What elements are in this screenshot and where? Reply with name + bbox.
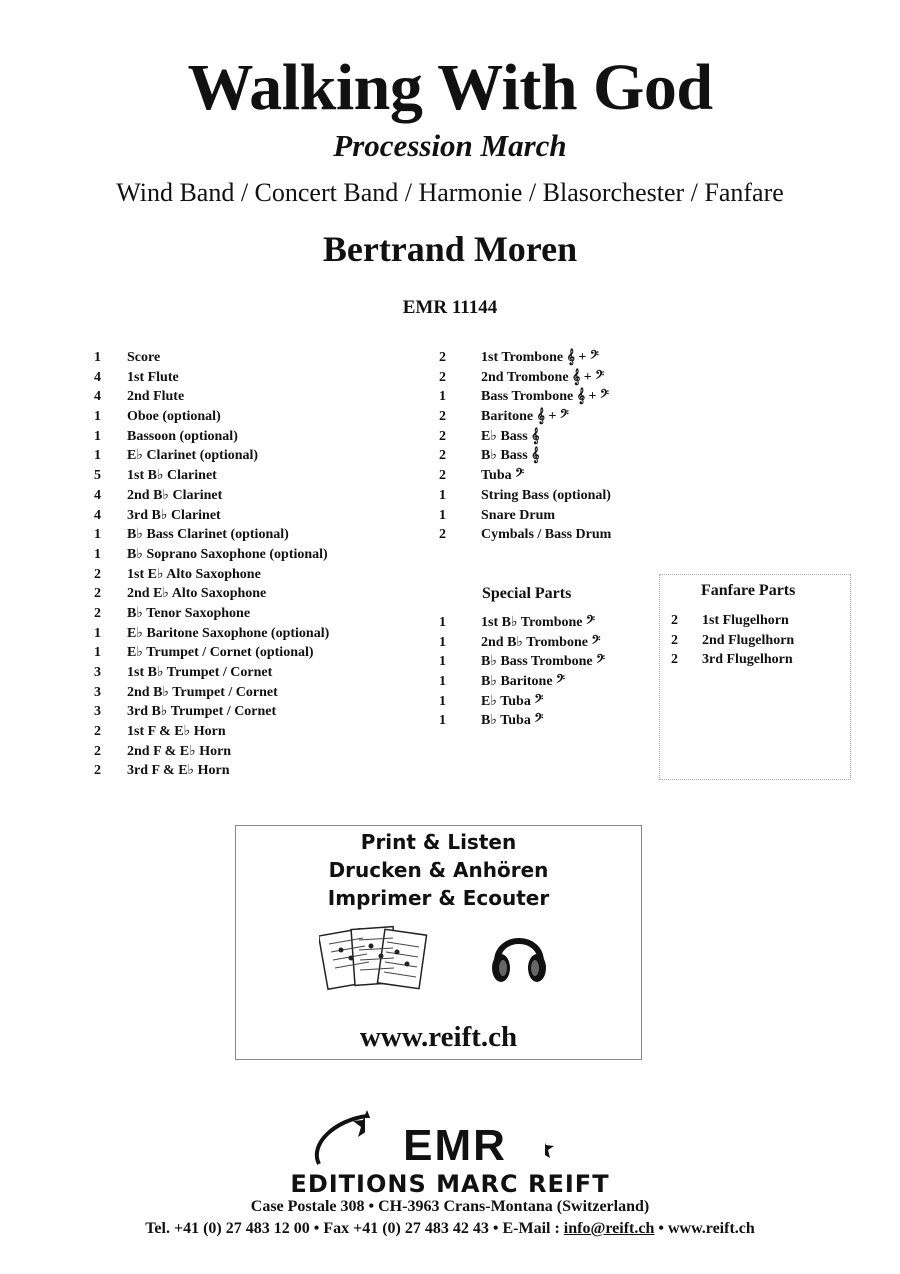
part-name: 1st B♭ Clarinet xyxy=(127,468,217,484)
part-name: Bassoon (optional) xyxy=(127,428,238,444)
part-name: Bass Trombone 𝄞 + 𝄢 xyxy=(481,389,609,405)
composer: Bertrand Moren xyxy=(322,229,578,269)
fanfare-parts-heading: Fanfare Parts xyxy=(701,582,796,599)
part-quantity: 1 xyxy=(439,674,446,690)
part-quantity: 2 xyxy=(94,763,101,779)
part-name: String Bass (optional) xyxy=(481,487,611,503)
part-name: B♭ Tenor Saxophone xyxy=(127,605,251,621)
print-listen-box xyxy=(235,825,642,1060)
part-name: 2nd Flugelhorn xyxy=(702,632,795,648)
instrumentation: Wind Band / Concert Band / Harmonie / Blasorchester / Fanfare xyxy=(116,178,784,207)
title: Walking With God xyxy=(187,51,713,124)
part-name: B♭ Bass Trombone 𝄢 xyxy=(481,654,606,670)
part-name: 1st B♭ Trumpet / Cornet xyxy=(127,665,273,680)
part-quantity: 1 xyxy=(439,693,446,709)
sheet-music-icon xyxy=(319,922,429,994)
part-quantity: 3 xyxy=(94,684,101,700)
part-name: 3rd B♭ Trumpet / Cornet xyxy=(127,704,277,720)
part-quantity: 2 xyxy=(94,586,101,602)
part-name: 2nd E♭ Alto Saxophone xyxy=(127,586,267,602)
part-name: 1st B♭ Trombone 𝄢 xyxy=(481,615,596,630)
part-quantity: 4 xyxy=(94,369,101,385)
part-quantity: 1 xyxy=(94,428,101,444)
part-quantity: 4 xyxy=(94,389,101,405)
part-name: 2nd B♭ Clarinet xyxy=(127,487,223,503)
part-quantity: 2 xyxy=(439,369,446,385)
part-name: 1st E♭ Alto Saxophone xyxy=(127,566,261,582)
contact-email-link[interactable]: info@reift.ch xyxy=(563,1220,655,1237)
part-name: E♭ Clarinet (optional) xyxy=(127,448,259,464)
part-name: 3rd F & E♭ Horn xyxy=(127,763,230,779)
part-quantity: 2 xyxy=(439,448,446,464)
part-quantity: 2 xyxy=(94,566,101,582)
part-name: 2nd B♭ Trumpet / Cornet xyxy=(127,684,278,700)
part-name: E♭ Bass 𝄞 xyxy=(481,428,540,444)
promo-line-1: Print & Listen xyxy=(360,830,517,854)
part-name: Cymbals / Bass Drum xyxy=(481,527,612,543)
part-quantity: 2 xyxy=(439,428,446,444)
part-name: Baritone 𝄞 + 𝄢 xyxy=(481,409,569,425)
part-quantity: 2 xyxy=(94,743,101,759)
part-quantity: 1 xyxy=(94,645,101,661)
logo-text: EMR xyxy=(403,1121,507,1170)
part-quantity: 1 xyxy=(439,487,446,503)
part-name: 2nd B♭ Trombone 𝄢 xyxy=(481,634,601,650)
part-name: Snare Drum xyxy=(481,507,556,523)
headphones-icon xyxy=(489,922,549,988)
part-quantity: 2 xyxy=(671,613,678,628)
part-quantity: 1 xyxy=(94,527,101,543)
part-quantity: 3 xyxy=(94,704,101,720)
part-quantity: 1 xyxy=(94,625,101,641)
part-quantity: 1 xyxy=(439,507,446,523)
part-quantity: 1 xyxy=(439,389,446,405)
part-quantity: 1 xyxy=(94,409,101,425)
part-name: B♭ Tuba 𝄢 xyxy=(481,713,544,729)
part-name: 3rd B♭ Clarinet xyxy=(127,507,221,523)
part-quantity: 1 xyxy=(94,448,101,464)
part-quantity: 4 xyxy=(94,507,101,523)
part-name: 1st Trombone 𝄞 + 𝄢 xyxy=(481,350,599,365)
part-quantity: 2 xyxy=(439,409,446,425)
promo-line-3: Imprimer & Ecouter xyxy=(327,886,550,910)
part-name: 3rd Flugelhorn xyxy=(702,652,793,668)
part-quantity: 2 xyxy=(439,350,446,365)
part-quantity: 2 xyxy=(671,652,678,668)
emr-logo xyxy=(305,1108,565,1170)
part-name: E♭ Baritone Saxophone (optional) xyxy=(127,625,330,641)
part-name: Score xyxy=(127,350,161,365)
part-quantity: 1 xyxy=(439,615,446,630)
part-name: E♭ Trumpet / Cornet (optional) xyxy=(127,645,314,661)
part-quantity: 4 xyxy=(94,487,101,503)
subtitle: Procession March xyxy=(333,128,567,163)
part-name: B♭ Bass Clarinet (optional) xyxy=(127,527,289,543)
contact-website: • www.reift.ch xyxy=(654,1220,755,1237)
part-name: 2nd Trombone 𝄞 + 𝄢 xyxy=(481,369,605,385)
promo-url: www.reift.ch xyxy=(359,1021,518,1053)
part-name: 1st F & E♭ Horn xyxy=(127,724,226,740)
part-name: Tuba 𝄢 xyxy=(481,468,525,484)
catalog-number: EMR 11144 xyxy=(402,297,498,318)
fanfare-box xyxy=(659,574,851,780)
part-name: 2nd Flute xyxy=(127,389,185,405)
part-quantity: 1 xyxy=(439,654,446,670)
part-name: 1st Flugelhorn xyxy=(702,613,789,628)
contact-phone-fax: Tel. +41 (0) 27 483 12 00 • Fax +41 (0) 27 483 42 43 • E-Mail : xyxy=(145,1220,564,1237)
part-quantity: 1 xyxy=(439,713,446,729)
part-name: 1st Flute xyxy=(127,369,179,385)
part-name: E♭ Tuba 𝄢 xyxy=(481,693,544,709)
part-name: B♭ Baritone 𝄢 xyxy=(481,674,566,690)
part-quantity: 2 xyxy=(671,632,678,648)
part-quantity: 1 xyxy=(94,546,101,562)
promo-line-2: Drucken & Anhören xyxy=(328,858,549,882)
part-name: Oboe (optional) xyxy=(127,409,221,425)
special-parts-heading: Special Parts xyxy=(482,585,572,602)
part-quantity: 1 xyxy=(439,634,446,650)
part-name: B♭ Soprano Saxophone (optional) xyxy=(127,546,328,562)
part-quantity: 2 xyxy=(439,468,446,484)
part-quantity: 2 xyxy=(94,605,101,621)
publisher-contact xyxy=(0,1220,900,1238)
part-quantity: 5 xyxy=(94,468,101,484)
publisher-address: Case Postale 308 • CH-3963 Crans-Montana (Switzerland) xyxy=(250,1198,650,1215)
part-name: B♭ Bass 𝄞 xyxy=(481,448,540,464)
publisher-name: EDITIONS MARC REIFT xyxy=(290,1170,610,1198)
part-quantity: 3 xyxy=(94,665,101,680)
part-quantity: 2 xyxy=(439,527,446,543)
part-quantity: 2 xyxy=(94,724,101,740)
part-name: 2nd F & E♭ Horn xyxy=(127,743,232,759)
part-quantity: 1 xyxy=(94,350,101,365)
